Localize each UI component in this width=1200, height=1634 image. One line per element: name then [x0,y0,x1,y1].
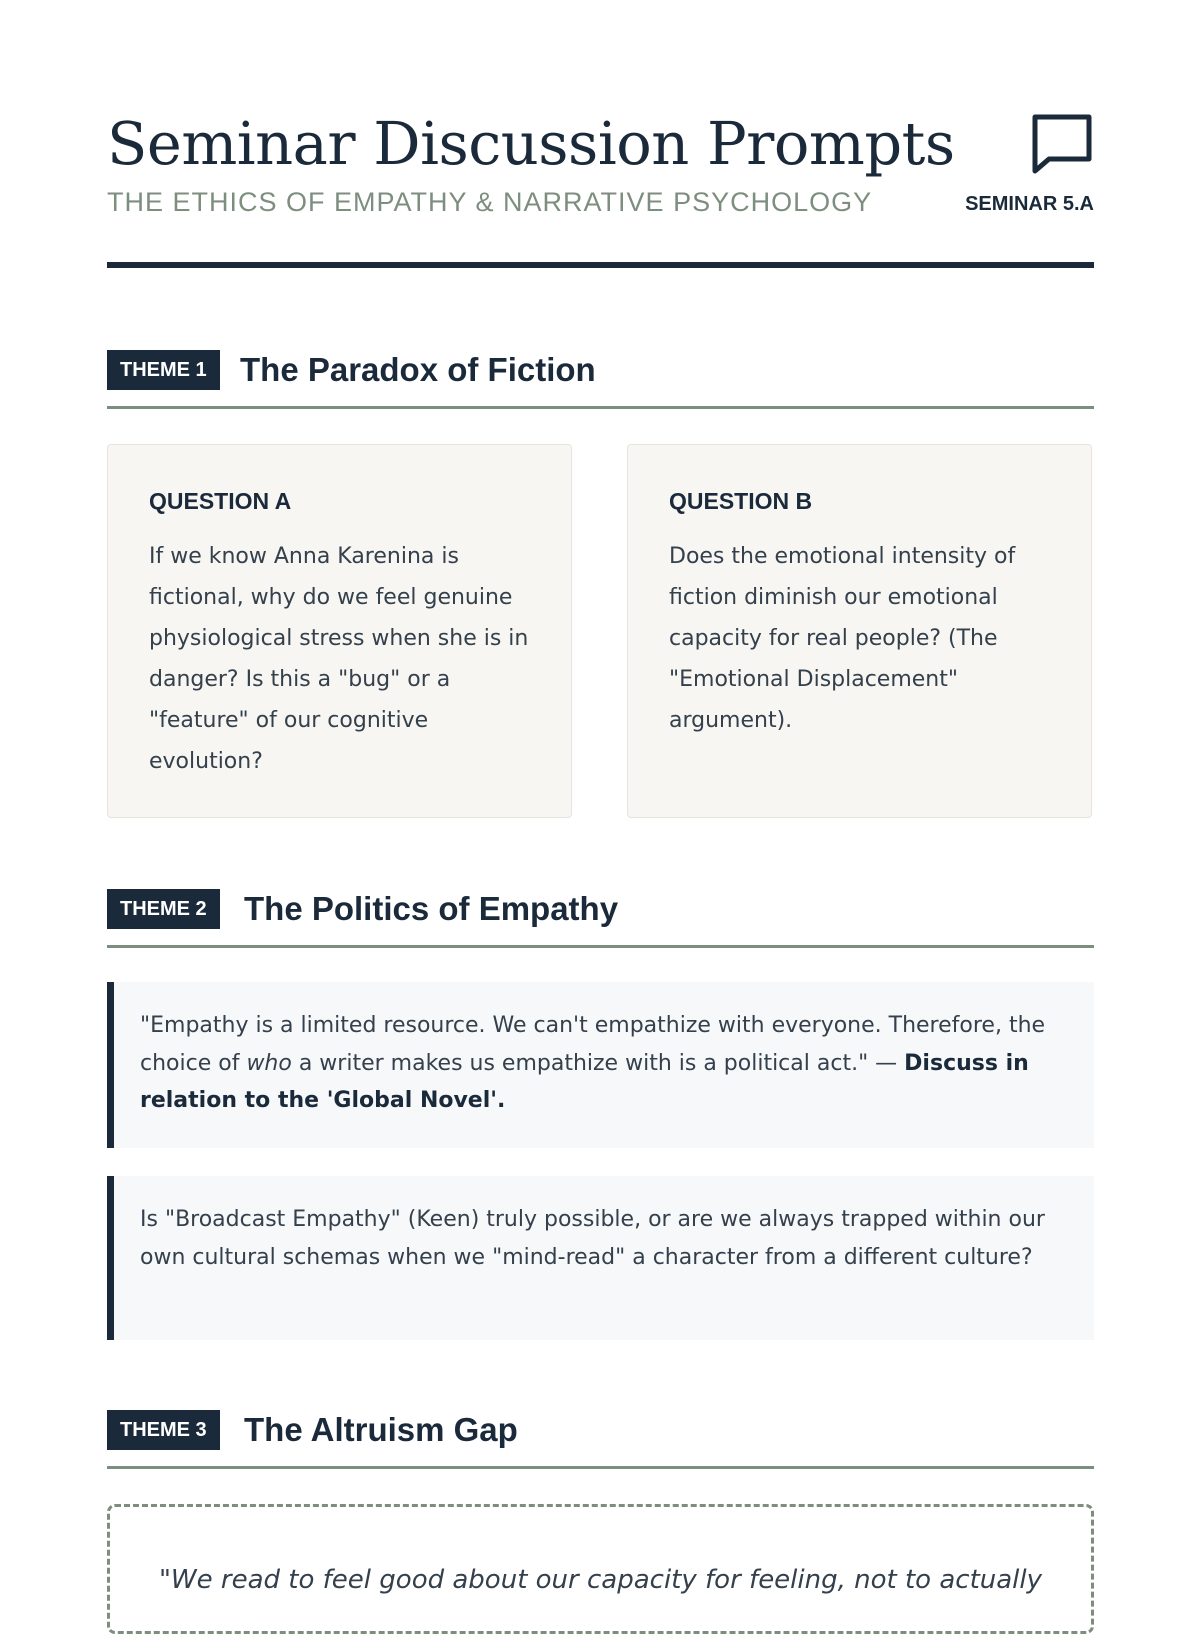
quote-text: a writer makes us empathize with is a political act." — [291,1050,905,1076]
seminar-code: SEMINAR 5.A [965,193,1094,215]
theme-badge: THEME 3 [107,1410,220,1450]
quote-text: "Empathy is a limited resource. We can't empathize with everyone. Therefore, the choice of [140,1013,1046,1076]
theme-title: The Paradox of Fiction [240,351,596,388]
theme-badge: THEME 2 [107,889,220,929]
quote-text: Is "Broadcast Empathy" (Keen) truly possible, or are we always trapped within our own cultural schemas when we "mind-read" a character from a different culture? [140,1207,1045,1270]
question-text: Does the emotional intensity of fiction diminish our emotional capacity for real people? (The "Emotional Displacement" argument). [669,544,1016,733]
question-card-a [107,444,572,818]
chat-icon [1030,112,1094,176]
quote-block [107,982,1094,1148]
quote-emphasis: who [246,1050,292,1076]
page-subtitle: THE ETHICS OF EMPATHY & NARRATIVE PSYCHOLOGY [107,187,873,217]
theme-1-heading [107,350,1094,409]
page-header [107,109,1094,268]
question-card-b [627,444,1092,818]
quote-instruction: Discuss in relation to the 'Global Novel'. [140,1050,1029,1113]
page-title: Seminar Discussion Prompts [107,109,955,178]
quote-block [107,1176,1094,1340]
header-divider [107,262,1094,268]
callout-box [107,1504,1094,1634]
question-label: QUESTION A [149,488,292,514]
theme-2-heading [107,889,1094,948]
theme-title: The Altruism Gap [244,1411,518,1448]
theme-3-heading [107,1410,1094,1469]
theme-badge: THEME 1 [107,350,220,390]
theme-title: The Politics of Empathy [244,890,619,927]
question-label: QUESTION B [669,488,813,514]
question-text: If we know Anna Karenina is fictional, why do we feel genuine physiological stress when she is in danger? Is this a "bug" or a "feature" of our cognitive evolution? [149,544,529,774]
callout-quote: "We read to feel good about our capacity for feeling, not to actually [158,1565,1043,1595]
